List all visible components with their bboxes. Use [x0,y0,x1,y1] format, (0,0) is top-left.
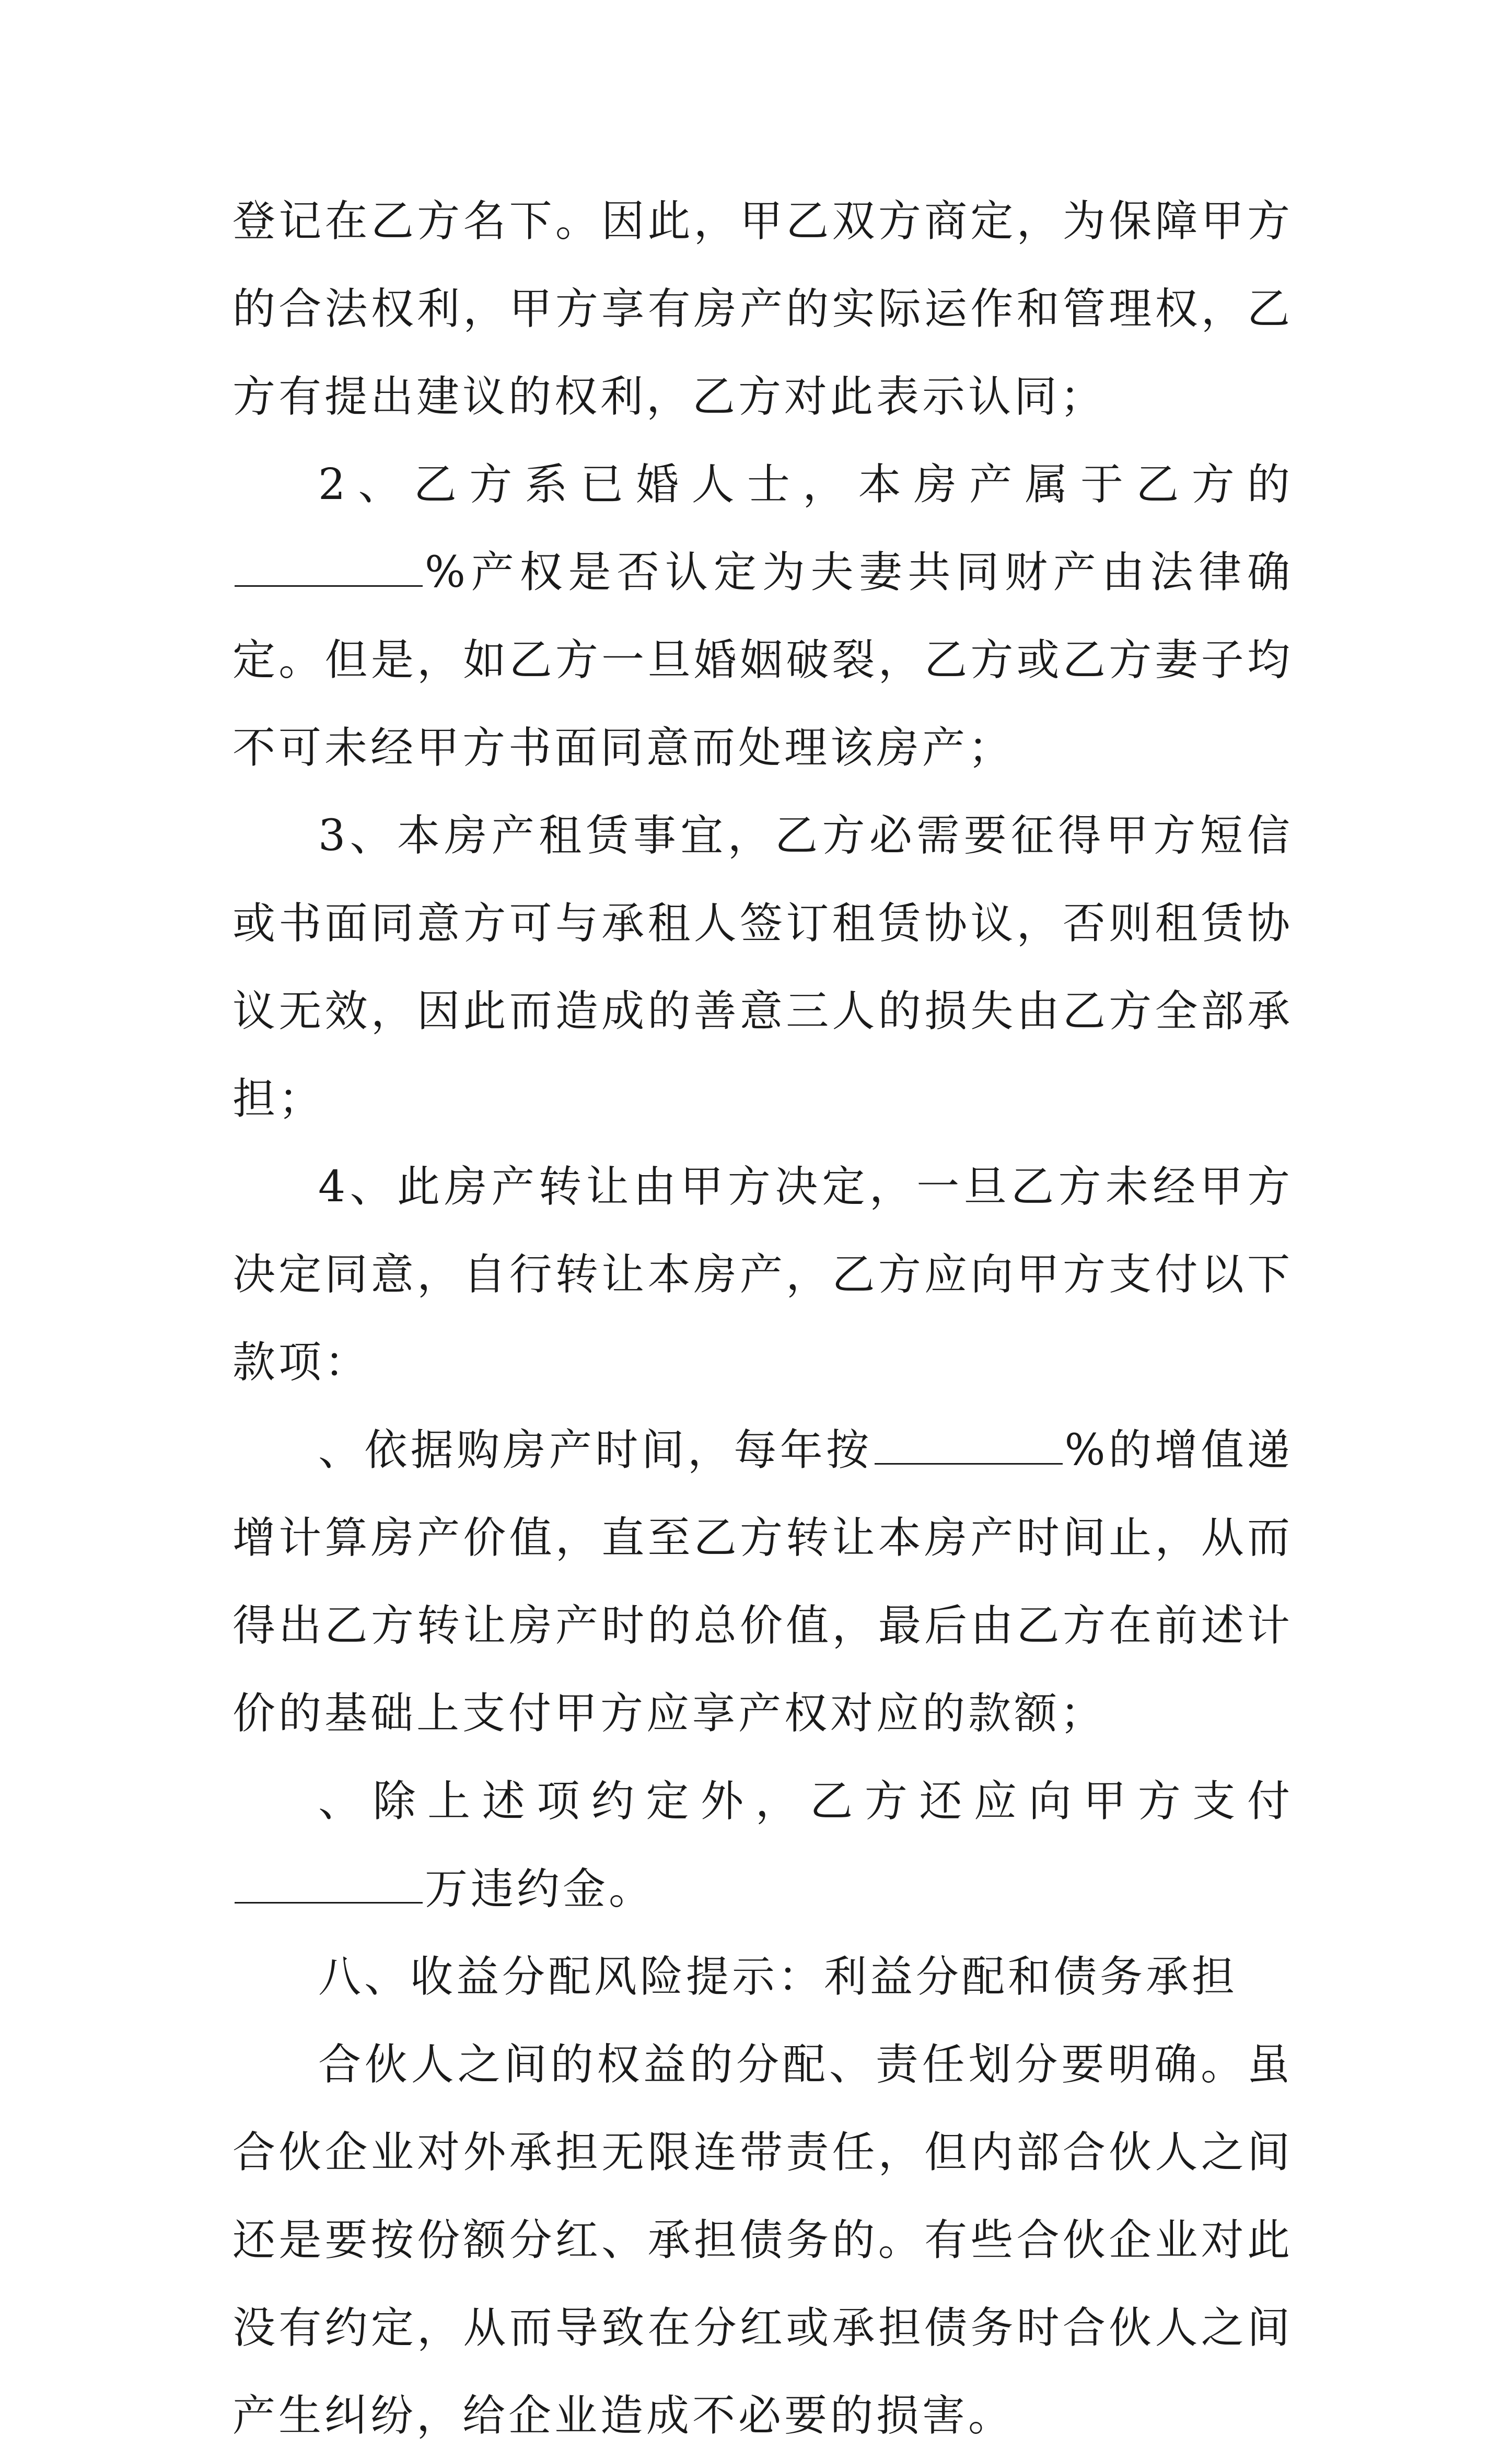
heading-text: 八、收益分配风险提示：利益分配和债务承担 [318,1952,1238,2002]
paragraph-text: 、依据购房产时间，每年按 [318,1425,873,1475]
paragraph-registration [232,178,1293,441]
paragraph-sub-item-penalty [232,1758,1293,1933]
paragraph-text: 登记在乙方名下。因此，甲乙双方商定，为保障甲方的合法权利，甲方享有房产的实际运作和管理权，乙方有提出建议的权利，乙方对此表示认同； [232,196,1293,422]
paragraph-text: 、除上述项约定外，乙方还应向甲方支付 [318,1777,1293,1826]
paragraph-text: 合伙人之间的权益的分配、责任划分要明确。虽合伙企业对外承担无限连带责任，但内部合伙人之间还是要按份额分红、承担债务的。有些合伙企业对此没有约定，从而导致在分红或承担债务时合伙人之间产生纠纷，给企业造成不必要的损害。 [232,2040,1293,2441]
paragraph-text-continued: 万违约金。 [425,1864,655,1914]
fill-in-blank-amount[interactable] [235,1865,423,1904]
paragraph-text: 3、本房产租赁事宜，乙方必需要征得甲方短信或书面同意方可与承租人签订租赁协议，否则租赁协议无效，因此而造成的善意三人的损失由乙方全部承担； [232,811,1293,1124]
paragraph-sub-item-appreciation [232,1407,1293,1758]
paragraph-clause-3 [232,792,1293,1143]
paragraph-clause-4 [232,1143,1293,1407]
paragraph-text-continued: %的增值递增计算房产价值，直至乙方转让本房产时间止，从而得出乙方转让房产时的总价值，最后由乙方在前述计价的基础上支付甲方应享产权对应的款额； [232,1425,1293,1738]
section-heading-profit-distribution [232,1933,1293,2021]
fill-in-blank-rate[interactable] [875,1426,1063,1465]
paragraph-partner-rights [232,2021,1293,2460]
paragraph-text: 2、乙方系已婚人士，本房产属于乙方的 [318,460,1293,509]
paragraph-text-continued: %产权是否认定为夫妻共同财产由法律确定。但是，如乙方一旦婚姻破裂，乙方或乙方妻子均不可未经甲方书面同意而处理该房产； [232,548,1293,773]
paragraph-clause-2 [232,441,1293,792]
paragraph-text: 4、此房产转让由甲方决定，一旦乙方未经甲方决定同意，自行转让本房产，乙方应向甲方支付以下款项： [232,1162,1293,1387]
fill-in-blank-percent[interactable] [235,549,423,587]
document-body [232,178,1293,2460]
